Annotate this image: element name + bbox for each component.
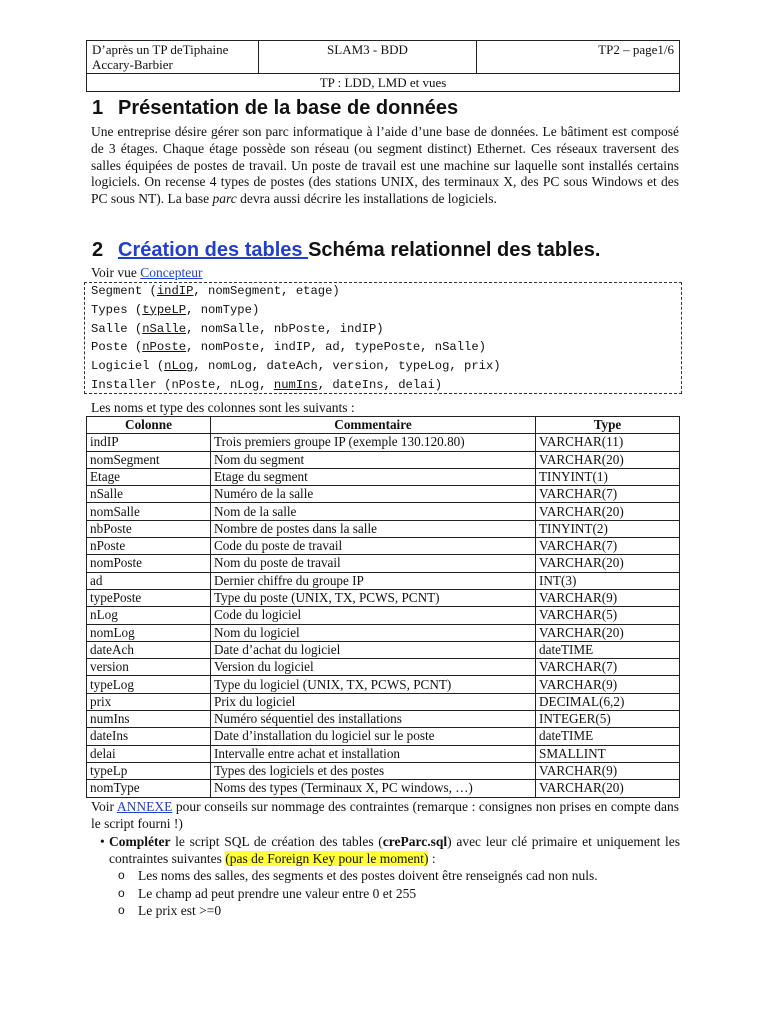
table-row bbox=[87, 745, 680, 762]
schema-relation: Logiciel (nLog, nomLog, dateAch, version, typeLog, prix) bbox=[91, 359, 501, 374]
cell-comment: Etage du segment bbox=[211, 468, 536, 485]
bullet-text-2: ) avec leur clé primaire et uniquement les contraintes suivantes bbox=[109, 834, 680, 866]
table-row bbox=[87, 555, 680, 572]
table-row bbox=[87, 607, 680, 624]
cell-column-name: nPoste bbox=[87, 538, 211, 555]
table-row bbox=[87, 589, 680, 606]
columns-intro: Les noms et type des colonnes sont les suivants : bbox=[91, 400, 355, 415]
primary-key: numIns bbox=[273, 377, 318, 392]
cell-type: VARCHAR(7) bbox=[536, 659, 680, 676]
primary-key: nPoste bbox=[142, 340, 187, 355]
primary-key: nSalle bbox=[142, 321, 187, 336]
table-row bbox=[87, 503, 680, 520]
relation-attributes: , dateIns, delai bbox=[317, 377, 435, 392]
schema-relation: Poste (nPoste, nomPoste, indIP, ad, typePoste, nSalle) bbox=[91, 340, 486, 355]
cell-column-name: nSalle bbox=[87, 486, 211, 503]
cell-type: dateTIME bbox=[536, 728, 680, 745]
cell-column-name: nLog bbox=[87, 607, 211, 624]
section1-number: 1 bbox=[92, 97, 104, 119]
cell-comment: Version du logiciel bbox=[211, 659, 536, 676]
cell-comment: Nom du segment bbox=[211, 451, 536, 468]
cell-comment: Nom du poste de travail bbox=[211, 555, 536, 572]
relation-attributes: , nomSalle, nbPoste, indIP bbox=[186, 321, 377, 336]
relation-attributes: nPoste, nLog, bbox=[171, 377, 274, 392]
table-row bbox=[87, 659, 680, 676]
creation-tables-link-text: Création des tables bbox=[118, 239, 303, 261]
section1-heading bbox=[92, 96, 458, 120]
header-subtitle: TP : LDD, LMD et vues bbox=[87, 74, 680, 92]
relation-attributes: , nomSegment, etage bbox=[193, 284, 333, 298]
cell-type: VARCHAR(9) bbox=[536, 762, 680, 779]
table-row bbox=[87, 538, 680, 555]
table-row bbox=[87, 693, 680, 710]
section1-title: Présentation de la base de données bbox=[118, 97, 459, 119]
cell-comment: Date d’installation du logiciel sur le poste bbox=[211, 728, 536, 745]
cell-column-name: prix bbox=[87, 693, 211, 710]
relation-name: Logiciel bbox=[91, 359, 150, 374]
creation-tables-link[interactable] bbox=[118, 239, 308, 261]
cell-type: VARCHAR(9) bbox=[536, 676, 680, 693]
list-marker: o bbox=[118, 868, 125, 882]
schema-relation: Salle (nSalle, nomSalle, nbPoste, indIP) bbox=[91, 321, 384, 336]
cell-comment: Dernier chiffre du groupe IP bbox=[211, 572, 536, 589]
table-row bbox=[87, 711, 680, 728]
cell-type: DECIMAL(6,2) bbox=[536, 693, 680, 710]
cell-comment: Type du logiciel (UNIX, TX, PCWS, PCNT) bbox=[211, 676, 536, 693]
table-row bbox=[87, 762, 680, 779]
annexe-text: pour conseils sur nommage des contraintes (remarque : consignes non prises en compte dans le script fourni !) bbox=[91, 799, 679, 831]
highlighted-note: (pas de Foreign Key pour le moment) bbox=[225, 851, 429, 866]
relation-name: Installer bbox=[91, 377, 157, 392]
table-row bbox=[87, 468, 680, 485]
relation-attributes: , nomPoste, indIP, ad, typePoste, nSalle bbox=[186, 340, 479, 355]
bullet-text bbox=[109, 833, 680, 867]
section1-paragraph bbox=[91, 124, 679, 208]
cell-comment: Noms des types (Terminaux X, PC windows, …) bbox=[211, 780, 536, 797]
instruction-bullet bbox=[100, 833, 680, 867]
cell-type: VARCHAR(20) bbox=[536, 555, 680, 572]
constraint-item bbox=[118, 902, 598, 920]
cell-column-name: nbPoste bbox=[87, 520, 211, 537]
header-type: Type bbox=[536, 417, 680, 434]
cell-type: VARCHAR(11) bbox=[536, 434, 680, 451]
header-commentaire: Commentaire bbox=[211, 417, 536, 434]
cell-column-name: typePoste bbox=[87, 589, 211, 606]
cell-comment: Numéro de la salle bbox=[211, 486, 536, 503]
cell-type: VARCHAR(7) bbox=[536, 486, 680, 503]
bullet-file-name: creParc.sql bbox=[382, 834, 448, 849]
annexe-link[interactable]: ANNEXE bbox=[116, 799, 173, 814]
cell-type: VARCHAR(20) bbox=[536, 503, 680, 520]
concepteur-link[interactable]: Concepteur bbox=[140, 265, 203, 280]
bullet-dot: • bbox=[100, 834, 105, 849]
cell-column-name: dateAch bbox=[87, 641, 211, 658]
constraint-text: Le prix est >=0 bbox=[138, 903, 222, 918]
cell-comment: Trois premiers groupe IP (exemple 130.120.80) bbox=[211, 434, 536, 451]
paragraph-text: Une entreprise désire gérer son parc informatique à l’aide d’une base de données. Le bâtiment est composé de 3 étages. Chaque étage possède son réseau (ou segment distinct) Ethernet. Ces réseaux traversent des salles équipées de postes de travail. Un poste de travail est une machine sur laquelle sont installés certains logiciels. On recense 4 types de postes (des stations UNIX, des terminaux X, des PC sous Windows et des PC sous NT). La base bbox=[91, 124, 679, 207]
relation-name: Types bbox=[91, 302, 128, 317]
table-row bbox=[87, 520, 680, 537]
cell-column-name: Etage bbox=[87, 468, 211, 485]
cell-column-name: version bbox=[87, 659, 211, 676]
cell-column-name: nomPoste bbox=[87, 555, 211, 572]
columns-table bbox=[86, 416, 680, 798]
cell-comment: Type du poste (UNIX, TX, PCWS, PCNT) bbox=[211, 589, 536, 606]
cell-column-name: indIP bbox=[87, 434, 211, 451]
cell-comment: Types des logiciels et des postes bbox=[211, 762, 536, 779]
table-row bbox=[87, 676, 680, 693]
schema-relation: Types (typeLP, nomType) bbox=[91, 302, 260, 317]
cell-column-name: delai bbox=[87, 745, 211, 762]
cell-column-name: typeLog bbox=[87, 676, 211, 693]
cell-column-name: nomSalle bbox=[87, 503, 211, 520]
bullet-text-3: : bbox=[428, 851, 436, 866]
cell-type: VARCHAR(7) bbox=[536, 538, 680, 555]
relation-attributes: , nomLog, dateAch, version, typeLog, prix bbox=[193, 359, 494, 374]
cell-comment: Code du poste de travail bbox=[211, 538, 536, 555]
table-row bbox=[87, 572, 680, 589]
relation-name: Poste bbox=[91, 340, 128, 355]
table-row bbox=[87, 451, 680, 468]
cell-column-name: nomSegment bbox=[87, 451, 211, 468]
section2-heading bbox=[92, 238, 600, 262]
relation-name: Segment bbox=[91, 284, 143, 298]
relation-name: Salle bbox=[91, 321, 128, 336]
paragraph-text-end: devra aussi décrire les installations de logiciels. bbox=[236, 191, 497, 207]
bullet-bold-verb: Compléter bbox=[109, 834, 171, 849]
header-page: TP2 – page1/6 bbox=[477, 41, 680, 74]
cell-type: dateTIME bbox=[536, 641, 680, 658]
schema-relation: Installer (nPoste, nLog, numIns, dateIns, delai) bbox=[91, 377, 443, 392]
columns-table-header bbox=[87, 417, 680, 434]
cell-type: TINYINT(1) bbox=[536, 468, 680, 485]
cell-type: VARCHAR(20) bbox=[536, 780, 680, 797]
cell-type: VARCHAR(20) bbox=[536, 624, 680, 641]
list-marker: o bbox=[118, 903, 125, 917]
cell-column-name: numIns bbox=[87, 711, 211, 728]
cell-comment: Intervalle entre achat et installation bbox=[211, 745, 536, 762]
cell-type: VARCHAR(20) bbox=[536, 451, 680, 468]
relation-attributes: , nomType bbox=[186, 302, 252, 317]
cell-comment: Nombre de postes dans la salle bbox=[211, 520, 536, 537]
primary-key: nLog bbox=[164, 359, 194, 374]
table-row bbox=[87, 780, 680, 797]
cell-comment: Prix du logiciel bbox=[211, 693, 536, 710]
constraint-item bbox=[118, 867, 598, 885]
voir-vue-text: Voir vue bbox=[91, 265, 137, 280]
table-row bbox=[87, 641, 680, 658]
cell-comment: Date d’achat du logiciel bbox=[211, 641, 536, 658]
cell-type: TINYINT(2) bbox=[536, 520, 680, 537]
cell-type: INT(3) bbox=[536, 572, 680, 589]
list-marker: o bbox=[118, 885, 125, 900]
table-row bbox=[87, 728, 680, 745]
section2-title: Schéma relationnel des tables. bbox=[308, 239, 601, 261]
bullet-text-1: le script SQL de création des tables ( bbox=[170, 834, 383, 849]
constraint-list bbox=[118, 867, 598, 920]
document-header bbox=[86, 40, 680, 92]
cell-column-name: ad bbox=[87, 572, 211, 589]
cell-column-name: dateIns bbox=[87, 728, 211, 745]
paragraph-emphasis: parc bbox=[212, 191, 237, 207]
cell-comment: Nom de la salle bbox=[211, 503, 536, 520]
cell-type: VARCHAR(9) bbox=[536, 589, 680, 606]
table-row bbox=[87, 434, 680, 451]
constraint-text: Le champ ad peut prendre une valeur entre 0 et 255 bbox=[138, 885, 417, 901]
relational-schema bbox=[91, 282, 501, 395]
table-row bbox=[87, 486, 680, 503]
cell-comment: Numéro séquentiel des installations bbox=[211, 711, 536, 728]
voir-vue-line bbox=[91, 265, 202, 280]
cell-comment: Nom du logiciel bbox=[211, 624, 536, 641]
annexe-note bbox=[91, 798, 679, 832]
cell-column-name: nomLog bbox=[87, 624, 211, 641]
cell-column-name: nomType bbox=[87, 780, 211, 797]
cell-type: VARCHAR(5) bbox=[536, 607, 680, 624]
table-row bbox=[87, 624, 680, 641]
primary-key: indIP bbox=[156, 284, 194, 298]
cell-comment: Code du logiciel bbox=[211, 607, 536, 624]
annexe-voir: Voir bbox=[91, 799, 115, 814]
schema-relation: Segment (indIP, nomSegment, etage) bbox=[91, 284, 340, 298]
constraint-text: Les noms des salles, des segments et des postes doivent être renseignés cad non nuls. bbox=[138, 868, 598, 883]
header-colonne: Colonne bbox=[87, 417, 211, 434]
cell-type: INTEGER(5) bbox=[536, 711, 680, 728]
constraint-item bbox=[118, 885, 598, 903]
section2-number: 2 bbox=[92, 239, 104, 261]
cell-column-name: typeLp bbox=[87, 762, 211, 779]
header-author: D’après un TP deTiphaine Accary-Barbier bbox=[87, 41, 259, 74]
primary-key: typeLP bbox=[142, 302, 187, 317]
header-course: SLAM3 - BDD bbox=[259, 41, 477, 74]
cell-type: SMALLINT bbox=[536, 745, 680, 762]
